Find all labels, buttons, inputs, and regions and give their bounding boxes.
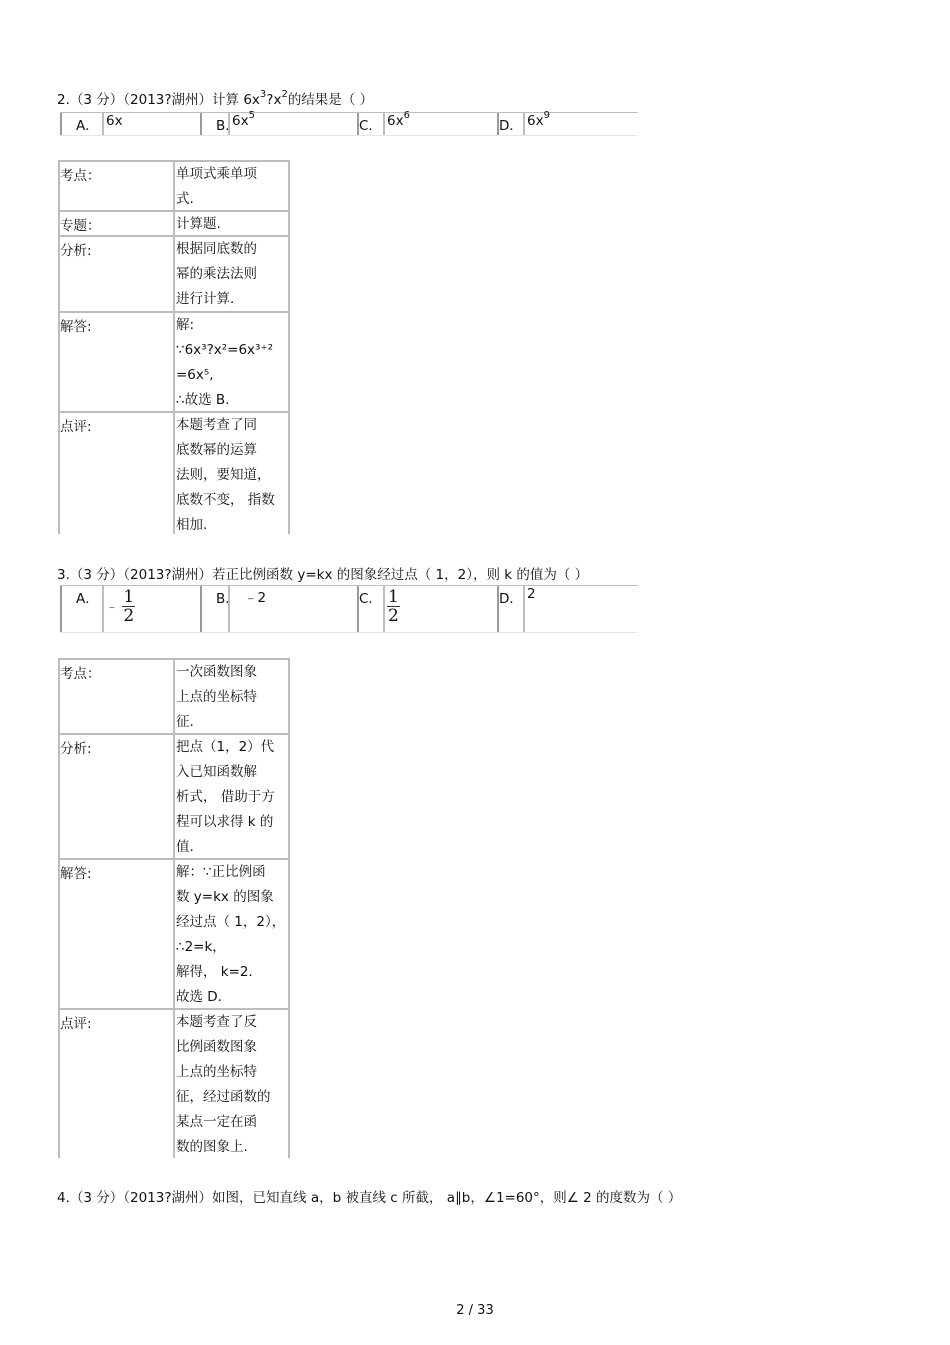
- option-label: A．: [76, 118, 99, 134]
- q3-option-b[interactable]: [200, 586, 342, 632]
- option-value: [383, 586, 400, 632]
- row-value: 本题考查了同 底数幂的运算 法则，要知道， 底数不变， 指数 相加.: [173, 413, 288, 534]
- analysis-row-dianping: [60, 411, 288, 534]
- row-value: 根据同底数的 幂的乘法法则 进行计算.: [173, 237, 288, 311]
- option-value: 6x: [102, 113, 123, 135]
- row-value: 解：∵正比例函 数 y=kx 的图象 经过点（ 1，2）， ∴2=k， 解得， k=2． 故选 D．: [173, 860, 288, 1008]
- option-label: C．: [359, 591, 382, 607]
- analysis-row-kaodian: [60, 160, 288, 210]
- row-key: 分析:: [60, 741, 92, 757]
- q3-option-d[interactable]: [497, 586, 640, 632]
- row-key: 专题：: [60, 218, 101, 234]
- q2-text-suffix: 的结果是（ ）: [287, 92, 374, 108]
- option-label: D．: [499, 591, 523, 607]
- option-value: ﹣2: [228, 586, 266, 632]
- row-value: 把点（1，2）代 入已知函数解 析式， 借助于方 程可以求得 k 的 值.: [173, 735, 288, 858]
- analysis-row-fenxi: [60, 733, 288, 858]
- q2-options-row: [60, 112, 638, 136]
- row-key: 解答:: [60, 319, 92, 335]
- q3-option-c[interactable]: [357, 586, 499, 632]
- option-value: ﹣ $\frac{1}{2}$: [102, 586, 135, 632]
- row-key: 考点：: [60, 168, 101, 184]
- row-key: 点评:: [60, 419, 92, 435]
- row-key: 解答:: [60, 866, 92, 882]
- row-value: 单项式乘单项 式.: [173, 162, 288, 210]
- row-value: 计算题.: [173, 212, 288, 235]
- option-label: B．: [216, 591, 239, 607]
- analysis-row-jieda: [60, 311, 288, 411]
- q3-question: 3.（3 分）（2013?湖州）若正比例函数 y=kx 的图象经过点（ 1，2），则 k 的值为（ ）: [57, 567, 589, 583]
- q2-option-b[interactable]: [200, 110, 342, 135]
- q3-options-row: [60, 585, 638, 633]
- page-number: 2 / 33: [456, 1303, 494, 1318]
- fraction: $\frac{1}{2}$: [123, 587, 135, 626]
- q2-option-d[interactable]: [497, 110, 640, 135]
- analysis-row-kaodian: [60, 658, 288, 733]
- option-value: 2: [523, 586, 536, 632]
- q2-question: [57, 88, 373, 108]
- row-key: 分析:: [60, 243, 92, 259]
- row-value: 一次函数图象 上点的坐标特 征.: [173, 660, 288, 733]
- q3-option-a[interactable]: [60, 586, 202, 632]
- analysis-row-dianping: [60, 1008, 288, 1158]
- option-label: C．: [359, 118, 382, 134]
- analysis-row-jieda: [60, 858, 288, 1008]
- option-value: $6x^5$: [228, 113, 255, 135]
- option-label: B．: [216, 118, 239, 134]
- q2-text-prefix: 2.（3 分）（2013?湖州）计算 6x: [57, 92, 260, 108]
- q2-option-c[interactable]: [357, 110, 499, 135]
- analysis-row-fenxi: [60, 235, 288, 311]
- q2-exp2: 2: [281, 89, 288, 100]
- q2-exp1: 3: [259, 89, 267, 100]
- q2-analysis-table: [58, 160, 290, 534]
- row-value: 解: ∵6x³?x²=6x³⁺² =6x⁵, ∴故选 B.: [173, 313, 288, 411]
- q3-analysis-table: [58, 658, 290, 1158]
- row-key: 考点：: [60, 666, 101, 682]
- row-key: 点评:: [60, 1016, 92, 1032]
- option-label: A．: [76, 591, 99, 607]
- fraction: $\frac{1}{2}$: [388, 587, 399, 626]
- option-label: D．: [499, 118, 523, 134]
- q4-question: 4.（3 分）（2013?湖州）如图，已知直线 a，b 被直线 c 所截， a∥b，∠1=60°，则∠ 2 的度数为（ ）: [57, 1190, 682, 1206]
- option-value: $6x^6$: [383, 113, 410, 135]
- analysis-row-zhuanti: [60, 210, 288, 235]
- row-value: 本题考查了反 比例函数图象 上点的坐标特 征，经过函数的 某点一定在函 数的图象上.: [173, 1010, 288, 1158]
- q2-text-mid: ?x: [266, 92, 282, 108]
- q2-option-a[interactable]: [60, 113, 202, 135]
- option-value: $6x^9$: [523, 113, 550, 135]
